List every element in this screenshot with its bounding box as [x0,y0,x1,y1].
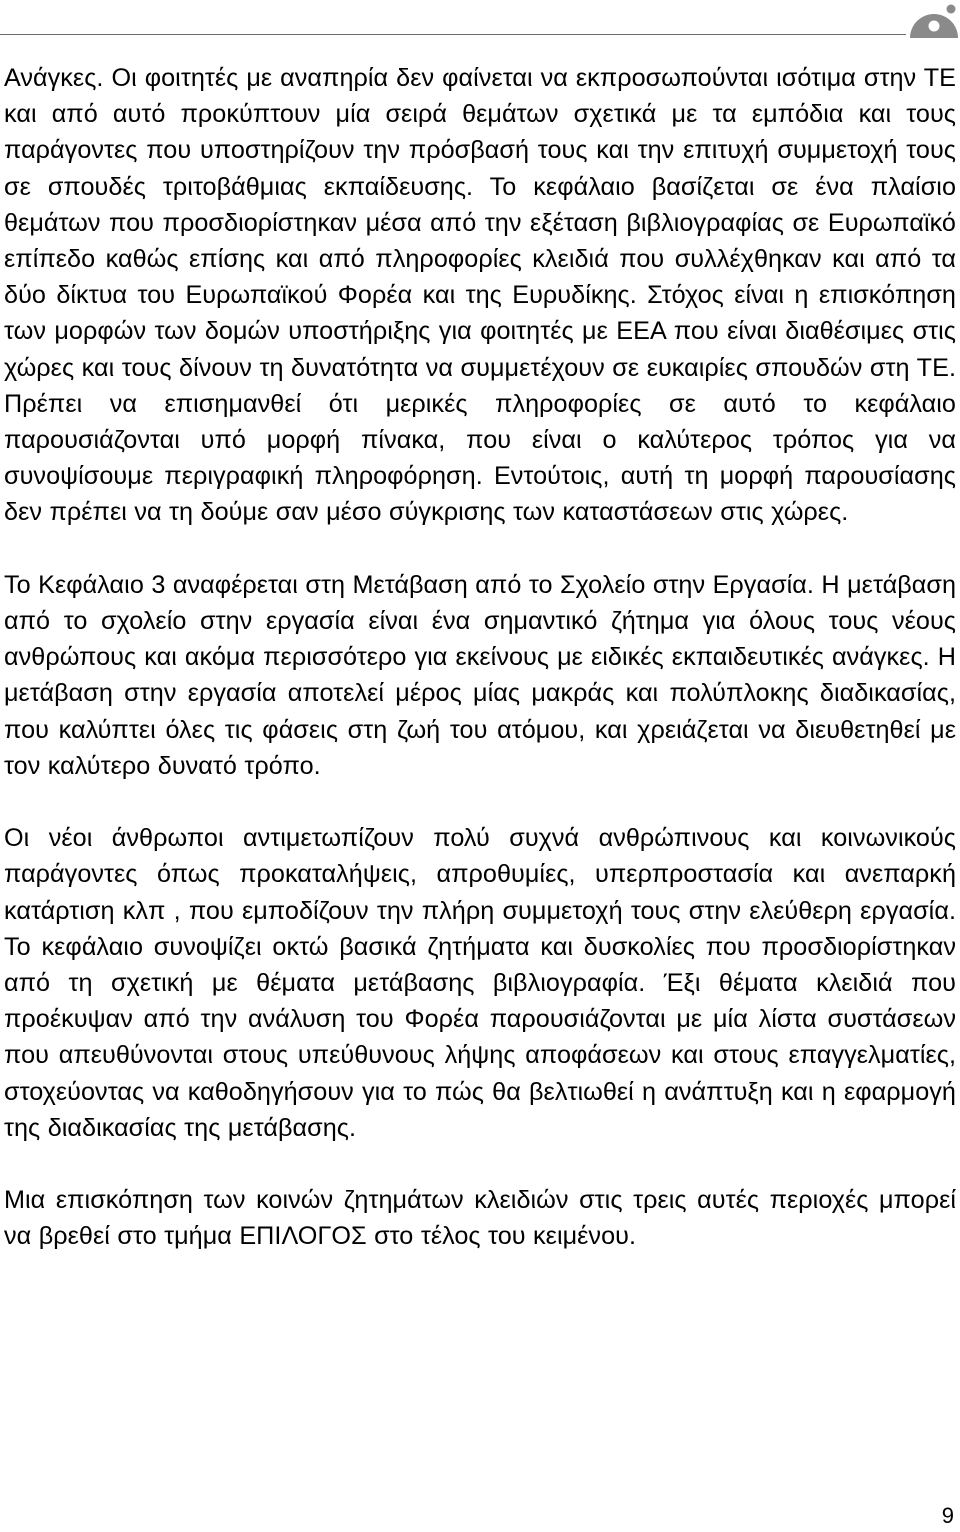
document-body [4,60,956,1255]
paragraph-chapter2-summary: Ανάγκες. Οι φοιτητές με αναπηρία δεν φαίνεται να εκπροσωπούνται ισότιμα στην ΤΕ και από αυτό προκύπτουν μία σειρά θεμάτων σχετικά με τα εμπόδια και τους παράγοντες που υποστηρίζουν την πρόσβασή τους και την επιτυχή συμμετοχή τους σε σπουδές τριτοβάθμιας εκπαίδευσης. Το κεφάλαιο βασίζεται σε ένα πλαίσιο θεμάτων που προσδιορίστηκαν μέσα από την εξέταση βιβλιογραφίας σε Ευρωπαϊκό επίπεδο καθώς επίσης και από πληροφορίες κλειδιά που συλλέχθηκαν και από τα δύο δίκτυα του Ευρωπαϊκού Φορέα και της Ευρυδίκης. Στόχος είναι η επισκόπηση των μορφών των δομών υποστήριξης για φοιτητές με ΕΕΑ που είναι διαθέσιμες στις χώρες και τους δίνουν τη δυνατότητα να συμμετέχουν σε ευκαιρίες σπουδών στη ΤΕ. Πρέπει να επισημανθεί ότι μερικές πληροφορίες σε αυτό το κεφάλαιο παρουσιάζονται υπό μορφή πίνακα, που είναι ο καλύτερος τρόπος για να συνοψίσουμε περιγραφική πληροφόρηση. Εντούτοις, αυτή τη μορφή παρουσίασης δεν πρέπει να τη δούμε σαν μέσο σύγκρισης των καταστάσεων στις χώρες. [4,64,956,527]
paragraph-transition-issues: Οι νέοι άνθρωποι αντιμετωπίζουν πολύ συχνά ανθρώπινους και κοινωνικούς παράγοντες όπως προκαταλήψεις, απροθυμίες, υπερπροστασία και ανεπαρκή κατάρτιση κλπ , που εμποδίζουν την πλήρη συμμετοχή τους στην ελεύθερη εργασία. Το κεφάλαιο συνοψίζει οκτώ βασικά ζητήματα και δυσκολίες που προσδιορίστηκαν από τη σχετική με θέματα μετάβασης βιβλιογραφία. Έξι θέματα κλειδιά που προέκυψαν από την ανάλυση του Φορέα παρουσιάζονται με μία λίστα συστάσεων που απευθύνονται στους υπεύθυνους λήψης αποφάσεων και στους επαγγελματίες, στοχεύοντας να καθοδηγήσουν για το πώς θα βελτιωθεί η ανάπτυξη και η εφαρμογή της διαδικασίας της μετάβασης. [4,824,956,1142]
paragraph-epilogue-pointer: Μια επισκόπηση των κοινών ζητημάτων κλειδιών στις τρεις αυτές περιοχές μπορεί να βρεθεί στο τμήμα ΕΠΙΛΟΓΟΣ στο τέλος του κειμένου. [4,1186,956,1251]
paragraph-chapter3-intro: Το Κεφάλαιο 3 αναφέρεται στη Μετάβαση από το Σχολείο στην Εργασία. Η μετάβαση από το σχολείο στην εργασία είναι ένα σημαντικό ζήτημα για όλους τους νέους ανθρώπους και ακόμα περισσότερο για εκείνους με ειδικές εκπαιδευτικές ανάγκες. Η μετάβαση στην εργασία αποτελεί μέρος μίας μακράς και πολύπλοκης διαδικασίας, που καλύπτει όλες τις φάσεις στη ζωή του ατόμου, και χρειάζεται να διευθετηθεί με τον καλύτερο δυνατό τρόπο. [4,570,956,780]
decorative-dot-logo-icon [900,0,958,38]
header-rule [0,34,906,35]
page-number: 9 [941,1503,954,1528]
